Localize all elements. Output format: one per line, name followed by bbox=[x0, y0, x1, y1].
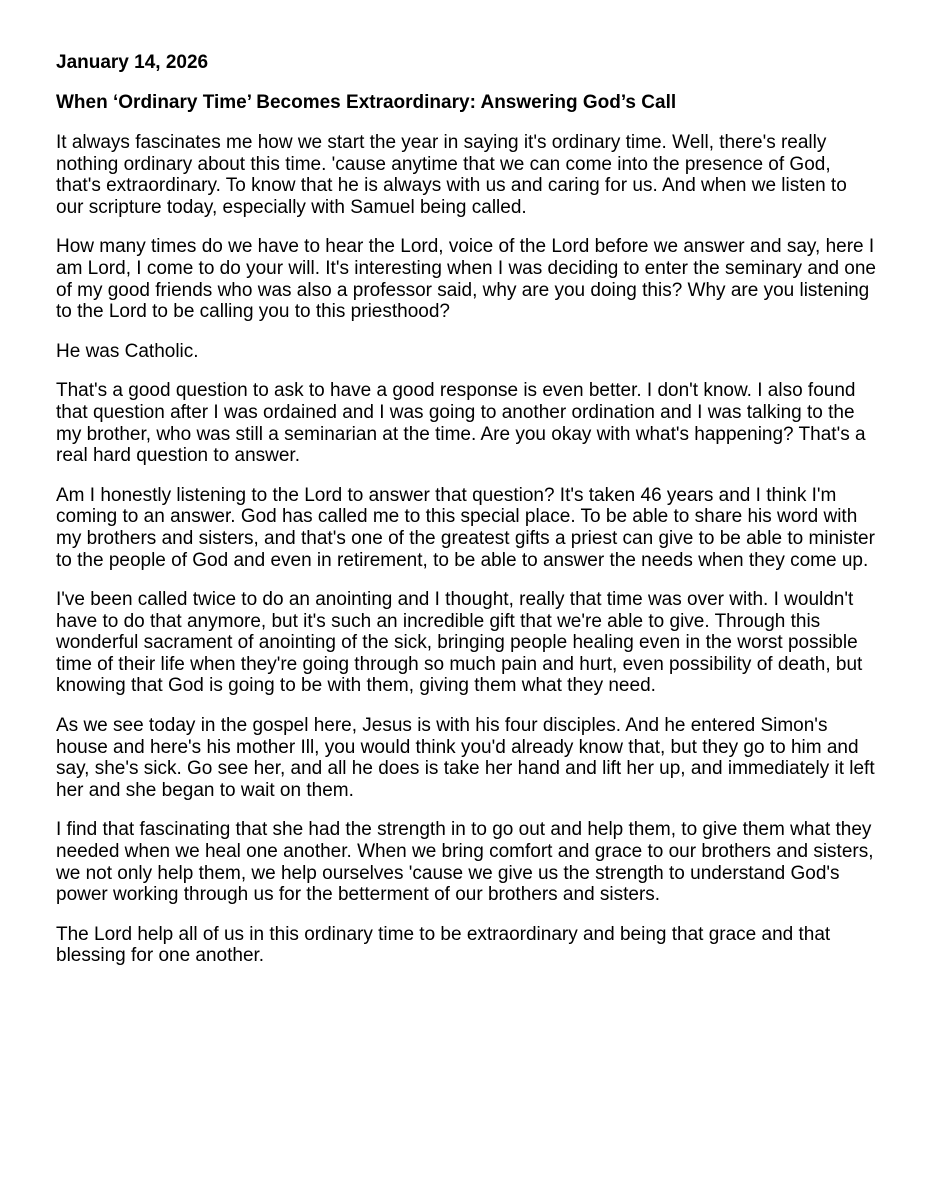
paragraph-3: He was Catholic. bbox=[56, 340, 199, 362]
paragraph-4: That's a good question to ask to have a good response is even better. I don't know. I also found that question after I was ordained and I was going to another ordination and I was talking to the my brother, who was still a seminarian at the time. Are you okay with what's happening? That's a real hard question to answer. bbox=[56, 380, 866, 467]
paragraph-1: It always fascinates me how we start the year in saying it's ordinary time. Well, there's really nothing ordinary about this time. 'cause anytime that we can come into the presence of God, that's extraordinary. To know that he is always with us and caring for us. And when we listen to our scripture today, especially with Samuel being called. bbox=[56, 132, 847, 218]
document-date: January 14, 2026 bbox=[56, 52, 209, 73]
paragraph-8: I find that fascinating that she had the strength in to go out and help them, to give them what they needed when we heal one another. When we bring comfort and grace to our brothers and sisters, we not only help them, we help ourselves 'cause we give us the strength to understand God's power working through us for the betterment of our brothers and sisters. bbox=[56, 819, 874, 906]
paragraph-2: How many times do we have to hear the Lord, voice of the Lord before we answer and say, here I am Lord, I come to do your will. It's interesting when I was deciding to enter the seminary and one of my good friends who was also a professor said, why are you doing this? Why are you listening to the Lord to be calling you to this priesthood? bbox=[56, 236, 876, 323]
paragraph-7: As we see today in the gospel here, Jesus is with his four disciples. And he entered Simon's house and here's his mother Ill, you would think you'd already know that, but they go to him and say, she's sick. Go see her, and all he does is take her hand and lift her up, and immediately it left her and she began to wait on them. bbox=[56, 715, 875, 801]
document-title: When ‘Ordinary Time’ Becomes Extraordinary: Answering God’s Call bbox=[56, 92, 677, 113]
paragraph-9: The Lord help all of us in this ordinary time to be extraordinary and being that grace and that blessing for one another. bbox=[56, 923, 831, 967]
paragraph-6: I've been called twice to do an anointing and I thought, really that time was over with. I wouldn't have to do that anymore, but it's such an incredible gift that we're able to give. Through this wonderful sacrament of anointing of the sick, bringing people healing even in the worst possible time of their life when they're going through so much pain and hurt, even possibility of death, but knowing that God is going to be with them, giving them what they need. bbox=[56, 589, 863, 697]
paragraph-5: Am I honestly listening to the Lord to answer that question? It's taken 46 years and I think I'm coming to an answer. God has called me to this special place. To be able to share his word with my brothers and sisters, and that's one of the greatest gifts a priest can give to be able to minister to the people of God and even in retirement, to be able to answer the needs when they come up. bbox=[56, 484, 875, 571]
